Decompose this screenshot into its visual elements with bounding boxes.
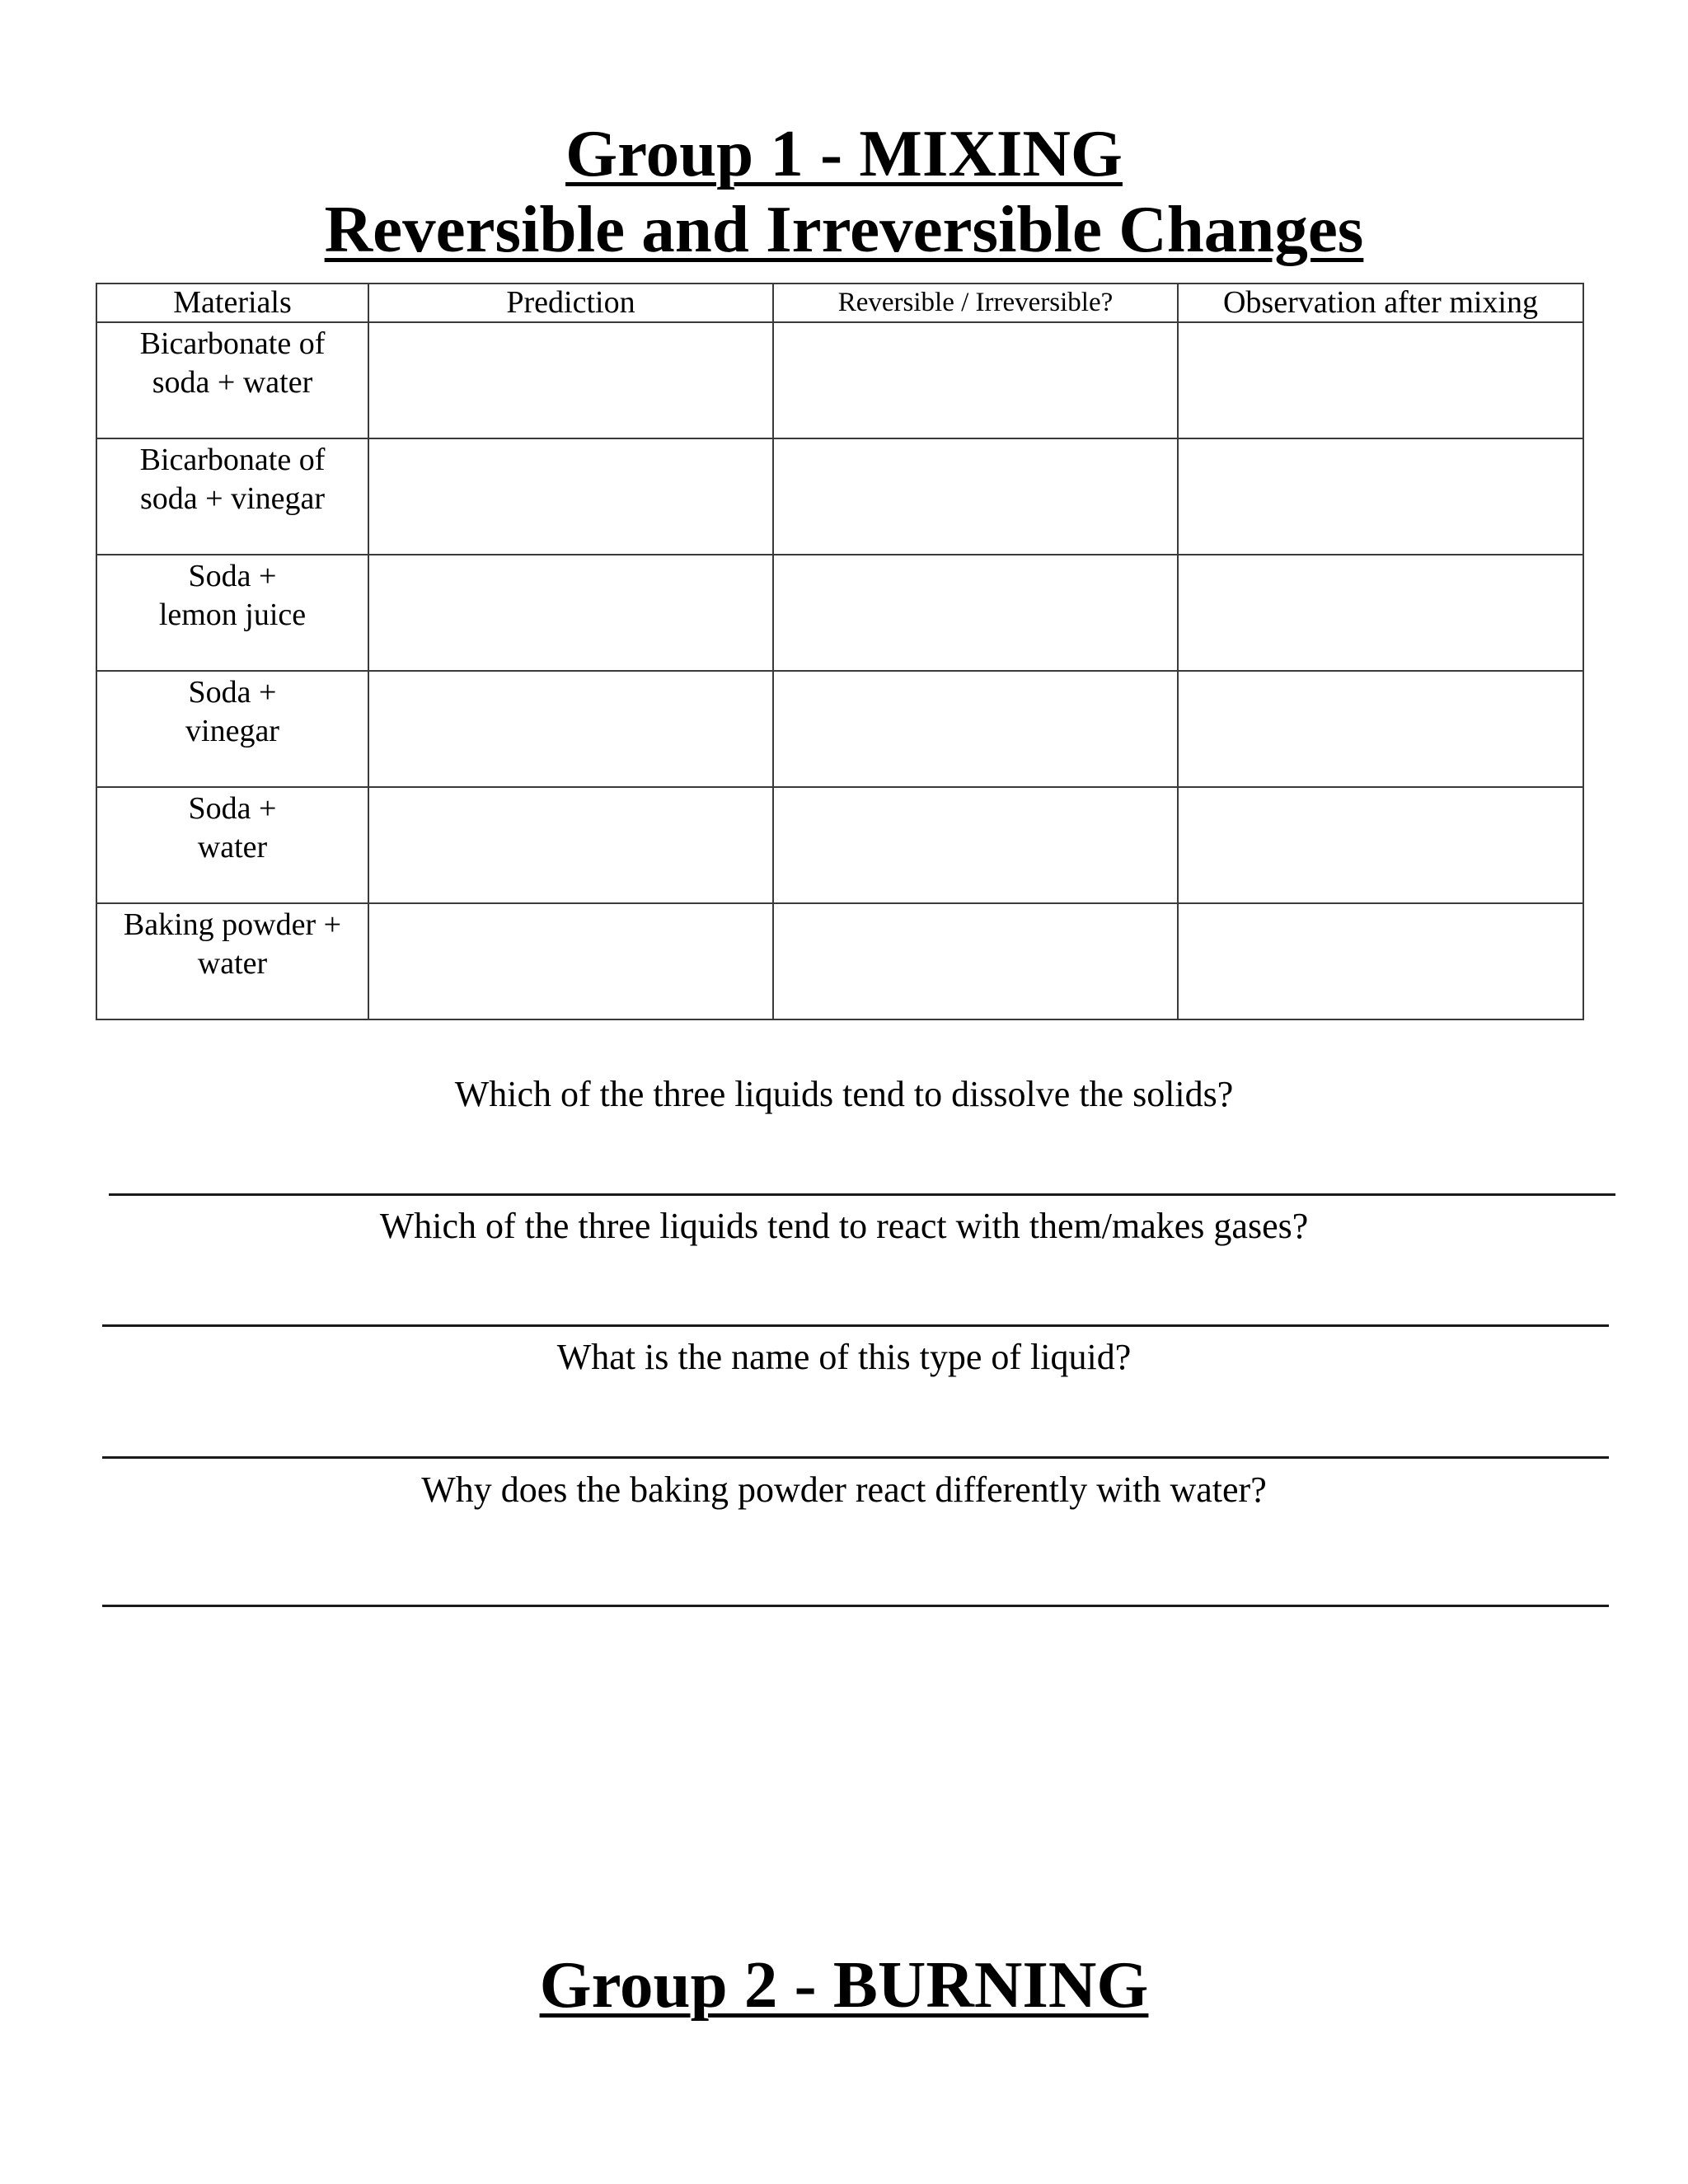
table-row <box>96 322 1583 438</box>
question-liquid-type: What is the name of this type of liquid? <box>556 1337 1132 1377</box>
material-line: Bicarbonate of <box>139 443 326 477</box>
reversible-cell[interactable] <box>773 555 1178 671</box>
table-row <box>96 787 1583 903</box>
prediction-cell[interactable] <box>368 787 773 903</box>
observation-cell[interactable] <box>1178 787 1583 903</box>
table-row <box>96 555 1583 671</box>
material-cell <box>96 787 368 903</box>
table-row <box>96 903 1583 1019</box>
header-prediction: Prediction <box>368 284 773 322</box>
material-line: Soda + <box>188 559 277 593</box>
observation-cell[interactable] <box>1178 903 1583 1019</box>
table-row <box>96 671 1583 787</box>
reversible-cell[interactable] <box>773 787 1178 903</box>
material-line: Soda + <box>188 675 277 710</box>
material-cell <box>96 322 368 438</box>
prediction-cell[interactable] <box>368 555 773 671</box>
reversible-cell[interactable] <box>773 438 1178 555</box>
question-dissolve: Which of the three liquids tend to dissolve the solids? <box>454 1074 1234 1114</box>
reversible-cell[interactable] <box>773 903 1178 1019</box>
header-materials: Materials <box>96 284 368 322</box>
material-line: lemon juice <box>158 598 307 632</box>
material-line: water <box>197 830 268 865</box>
observation-cell[interactable] <box>1178 555 1583 671</box>
material-cell <box>96 438 368 555</box>
answer-line[interactable] <box>102 1456 1609 1459</box>
material-line: Soda + <box>188 791 277 826</box>
material-line: vinegar <box>185 714 279 748</box>
prediction-cell[interactable] <box>368 671 773 787</box>
answer-line[interactable] <box>109 1193 1615 1196</box>
prediction-cell[interactable] <box>368 322 773 438</box>
prediction-cell[interactable] <box>368 903 773 1019</box>
observation-cell[interactable] <box>1178 671 1583 787</box>
material-cell <box>96 555 368 671</box>
observation-cell[interactable] <box>1178 438 1583 555</box>
reversible-cell[interactable] <box>773 671 1178 787</box>
question-react: Which of the three liquids tend to react with them/makes gases? <box>379 1206 1309 1246</box>
material-line: water <box>197 946 268 981</box>
material-cell <box>96 671 368 787</box>
prediction-cell[interactable] <box>368 438 773 555</box>
header-observation: Observation after mixing <box>1178 284 1583 322</box>
material-line: soda + vinegar <box>139 481 326 516</box>
reversible-cell[interactable] <box>773 322 1178 438</box>
question-baking-powder: Why does the baking powder react differently with water? <box>421 1469 1267 1510</box>
mixing-table <box>96 283 1584 1020</box>
observation-cell[interactable] <box>1178 322 1583 438</box>
table-header-row <box>96 284 1583 322</box>
answer-line[interactable] <box>102 1605 1609 1607</box>
material-cell <box>96 903 368 1019</box>
table-row <box>96 438 1583 555</box>
material-line: soda + water <box>152 365 313 400</box>
worksheet-subtitle: Reversible and Irreversible Changes <box>324 192 1364 266</box>
header-reversible: Reversible / Irreversible? <box>773 284 1178 322</box>
group-1-title: Group 1 - MIXING <box>565 116 1123 190</box>
group-2-title: Group 2 - BURNING <box>539 1947 1149 2022</box>
material-line: Bicarbonate of <box>139 326 326 361</box>
answer-line[interactable] <box>102 1324 1609 1327</box>
material-line: Baking powder + <box>123 907 342 942</box>
